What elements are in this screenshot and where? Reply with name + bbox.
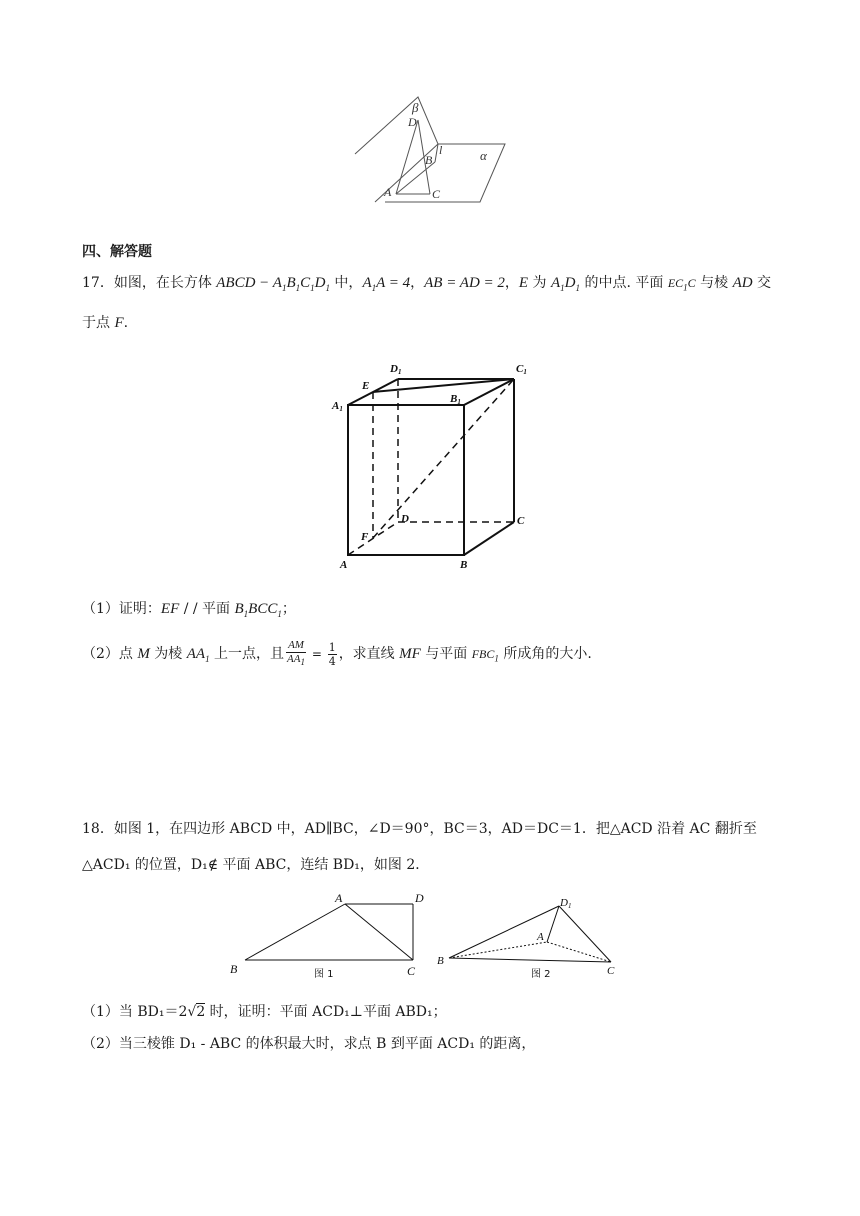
q17-math: ABCD − $A_1B_1C_1D_1$ [216, 275, 330, 293]
q17-part1: （1）证明：EF / / 平面 $B_1BCC_1$； [82, 601, 296, 619]
label-l: l [439, 143, 443, 157]
q18-figure1 [225, 888, 435, 983]
label-alpha: α [480, 148, 487, 163]
fraction-1-4: $\frac{1}{4}$ [328, 640, 336, 668]
fig1-label-B: B [230, 962, 238, 976]
label-E: E [362, 380, 370, 392]
q18-part1: （1）当 BD₁＝2√2 时，证明：平面 ACD₁⊥平面 ABD₁； [82, 1004, 447, 1020]
sqrt-symbol: √ [187, 1004, 197, 1020]
fig2-caption: 图 2 [531, 969, 551, 980]
label-C1: C1 [516, 363, 527, 376]
label-B1: B1 [450, 393, 461, 406]
label-B: B [425, 153, 433, 167]
q17-line2: 于点 F. [82, 315, 129, 331]
label-D: D [408, 115, 417, 129]
fig1-label-A: A [335, 891, 343, 905]
fig1-caption: 图 1 [314, 969, 334, 980]
fig2-label-A: A [537, 931, 544, 943]
q18-line2: △ACD₁ 的位置，D₁∉ 平面 ABC，连结 BD₁，如图 2． [82, 857, 430, 873]
q18-figure2 [435, 888, 625, 983]
label-C: C [517, 515, 525, 527]
label-A: A [340, 559, 348, 571]
label-F: F [361, 531, 369, 543]
label-A: A [384, 185, 392, 199]
fig1-label-D: D [415, 891, 424, 905]
fig2-label-B: B [437, 955, 444, 967]
fig2-label-C: C [607, 965, 615, 977]
label-D1: D1 [390, 363, 402, 376]
cuboid-figure [330, 358, 540, 573]
fig2-label-D1: D1 [560, 897, 572, 910]
label-D: D [401, 513, 409, 525]
q18-part2: （2）当三棱锥 D₁ - ABC 的体积最大时，求点 B 到平面 ACD₁ 的距离， [82, 1036, 536, 1052]
fig1-label-C: C [407, 964, 416, 978]
label-A1: A1 [332, 400, 343, 413]
q18-line1: 18．如图 1，在四边形 ABCD 中，AD∥BC，∠D＝90°，BC＝3，AD＝DC＝1．把△ACD 沿着 AC 翻折至 [82, 821, 757, 837]
label-C: C [432, 187, 441, 201]
q17-line1: 17．如图，在长方体 ABCD − $A_1B_1C_1D_1$ 中，$A_1A = 4$，AB = AD = 2，E 为 $A_1D_1$ 的中点. 平面 $EC_1C$ 与棱 AD 交 [82, 275, 772, 293]
q17-part2: （2）点 M 为棱 $AA_1$ 上一点，且 $\frac{AM}{AA_1}$ = $\frac{1}{4}$ ，求直线 MF 与平面 $FBC_1$ 所成角的大小. [82, 638, 592, 668]
label-B: B [460, 559, 468, 571]
section-title: 四、解答题 [82, 244, 152, 260]
fraction-am-aa1: $\frac{AM}{AA_1}$ [287, 638, 305, 668]
q17-text: 17．如图，在长方体 [82, 275, 217, 291]
dihedral-figure [350, 92, 510, 207]
label-beta: β [412, 100, 419, 115]
